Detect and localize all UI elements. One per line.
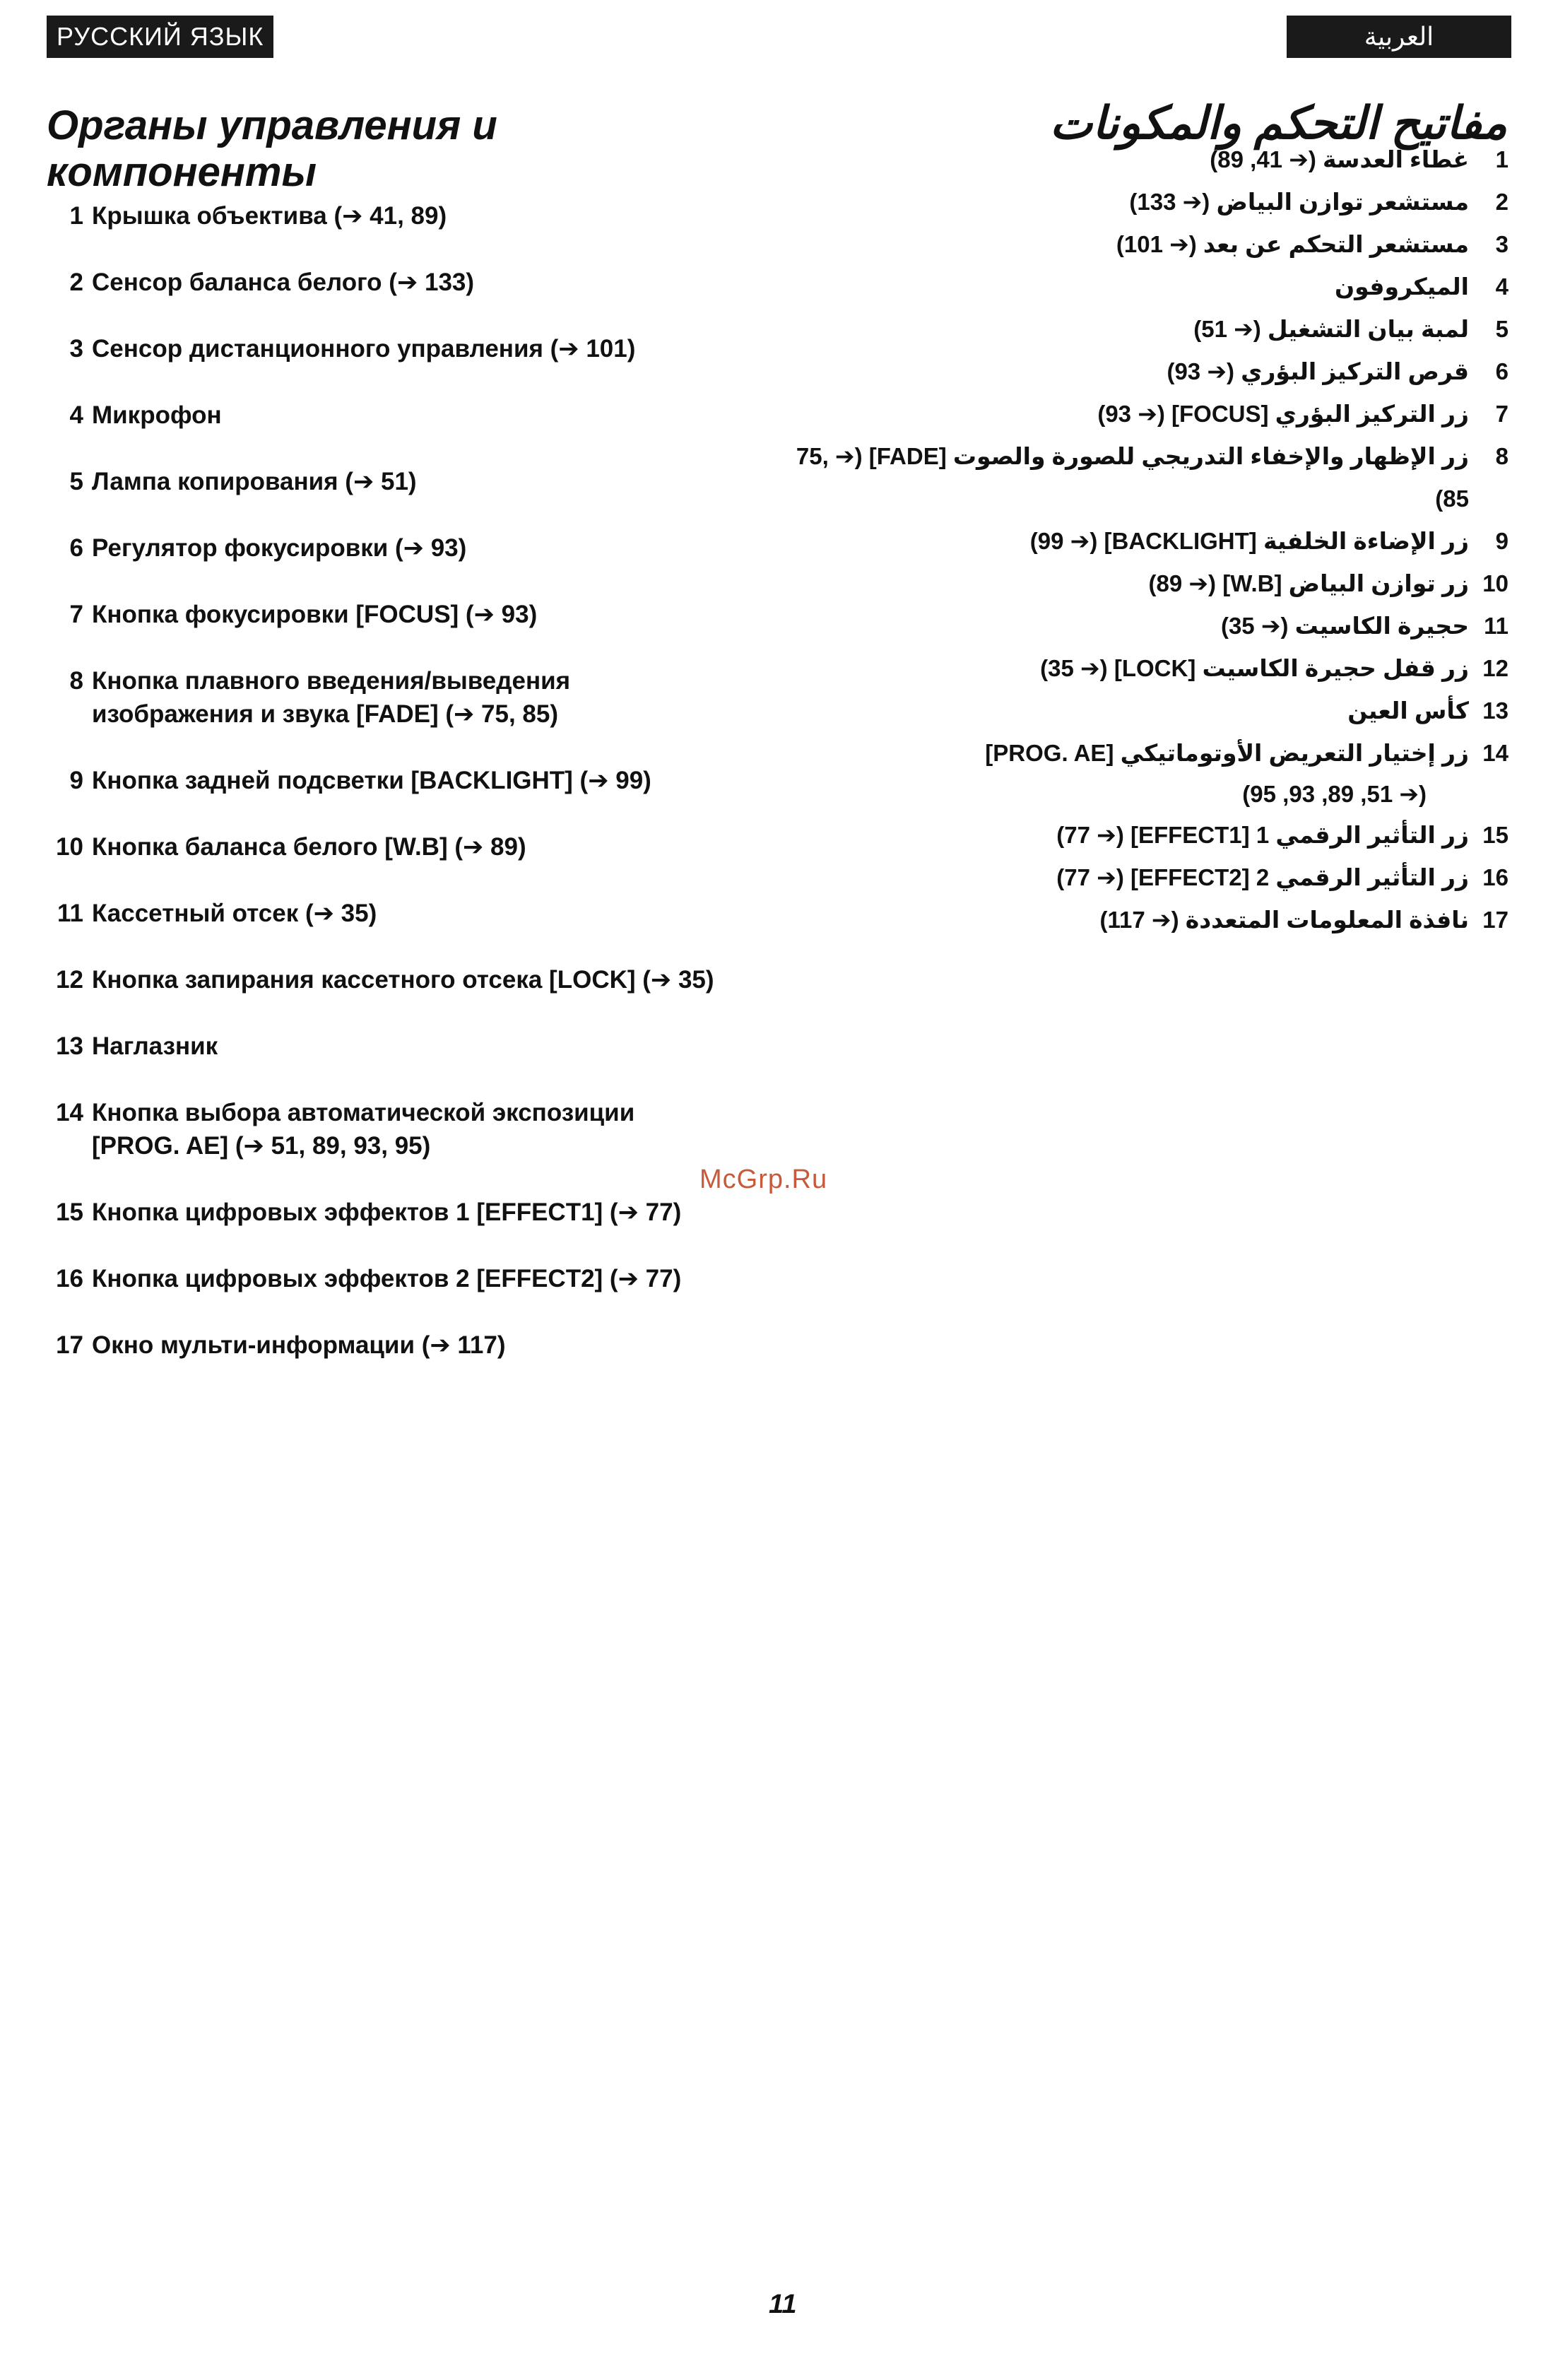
item-label: زر الإظهار والإخفاء التدريجي للصورة والصوت [FADE] (➔ 75, 85) xyxy=(796,443,1469,512)
item-text xyxy=(767,899,1469,941)
item-number: 7 xyxy=(69,601,83,628)
item-text xyxy=(92,1329,721,1362)
list-item xyxy=(767,690,1508,732)
item-text xyxy=(92,332,721,365)
item-number: 14 xyxy=(56,1099,83,1126)
item-text xyxy=(767,223,1469,266)
item-label: Регулятор фокусировки (➔ 93) xyxy=(92,534,467,562)
list-item xyxy=(42,830,721,864)
item-number: 2 xyxy=(1495,189,1508,215)
item-label: زر الإضاءة الخلفية [BACKLIGHT] (➔ 99) xyxy=(1029,528,1469,554)
list-item xyxy=(767,266,1508,308)
list-item xyxy=(42,1096,721,1162)
list-item xyxy=(767,393,1508,435)
item-number: 11 xyxy=(1484,613,1508,639)
list-item xyxy=(42,1262,721,1295)
item-label: نافذة المعلومات المتعددة (➔ 117) xyxy=(1099,907,1469,933)
list-item xyxy=(767,732,1508,814)
item-number: 15 xyxy=(56,1198,83,1226)
watermark: McGrp.Ru xyxy=(699,1165,828,1194)
item-number: 6 xyxy=(1495,358,1508,384)
item-number: 13 xyxy=(56,1032,83,1060)
russian-section-title: Органы управления и компоненты xyxy=(47,102,497,195)
item-number: 3 xyxy=(69,335,83,363)
list-item xyxy=(42,199,721,232)
item-number: 1 xyxy=(1495,146,1508,172)
item-label: Сенсор баланса белого (➔ 133) xyxy=(92,269,475,296)
item-text xyxy=(92,1262,721,1295)
item-number: 2 xyxy=(69,269,83,296)
list-item xyxy=(42,1030,721,1063)
item-text xyxy=(767,814,1469,856)
item-text xyxy=(92,531,721,565)
list-item xyxy=(42,1329,721,1362)
item-text xyxy=(92,199,721,232)
list-item xyxy=(767,647,1508,690)
list-item xyxy=(42,332,721,365)
list-item xyxy=(767,435,1508,520)
item-label: Окно мульти-информации (➔ 117) xyxy=(92,1331,506,1359)
item-text xyxy=(767,647,1469,690)
language-tab-russian: РУССКИЙ ЯЗЫК xyxy=(47,16,273,58)
item-number: 17 xyxy=(1482,907,1508,933)
item-label: Сенсор дистанционного управления (➔ 101) xyxy=(92,335,636,363)
item-label: زر قفل حجيرة الكاسيت [LOCK] (➔ 35) xyxy=(1040,655,1469,681)
item-number: 12 xyxy=(1482,655,1508,681)
item-text xyxy=(767,308,1469,350)
item-label: Кнопка запирания кассетного отсека [LOCK] (➔ 35) xyxy=(92,966,714,994)
item-text xyxy=(92,830,721,864)
item-label: لمبة بيان التشغيل (➔ 51) xyxy=(1193,316,1469,342)
item-number: 16 xyxy=(1482,864,1508,890)
list-item xyxy=(42,266,721,299)
item-text xyxy=(92,465,721,498)
item-label: كأس العين xyxy=(1347,697,1469,724)
item-label: Кнопка задней подсветки [BACKLIGHT] (➔ 99) xyxy=(92,767,651,794)
item-page-refs: (➔ 51, 89, 93, 95) xyxy=(1242,781,1427,807)
item-label: حجيرة الكاسيت (➔ 35) xyxy=(1220,613,1469,639)
list-item xyxy=(767,562,1508,605)
item-text xyxy=(767,732,1469,814)
list-item xyxy=(767,899,1508,941)
item-text xyxy=(92,764,721,797)
item-label: زر التركيز البؤري [FOCUS] (➔ 93) xyxy=(1097,401,1469,427)
item-number: 5 xyxy=(69,468,83,495)
item-label: مستشعر التحكم عن بعد (➔ 101) xyxy=(1116,231,1469,257)
list-item xyxy=(767,181,1508,223)
item-label: زر إختيار التعريض الأوتوماتيكي [PROG. AE] xyxy=(985,740,1469,766)
list-item xyxy=(42,531,721,565)
list-item xyxy=(767,605,1508,647)
arabic-component-list xyxy=(767,139,1508,941)
list-item xyxy=(42,1196,721,1229)
item-number: 8 xyxy=(69,667,83,695)
item-label: Кнопка фокусировки [FOCUS] (➔ 93) xyxy=(92,601,538,628)
list-item xyxy=(767,350,1508,393)
item-text xyxy=(767,562,1469,605)
item-text xyxy=(767,393,1469,435)
item-text xyxy=(767,690,1469,732)
item-text xyxy=(92,1196,721,1229)
item-text xyxy=(92,897,721,930)
item-label: Кнопка цифровых эффектов 2 [EFFECT2] (➔ 77) xyxy=(92,1265,682,1292)
item-number: 9 xyxy=(1495,528,1508,554)
list-item xyxy=(42,598,721,631)
item-number: 5 xyxy=(1495,316,1508,342)
item-label: Кнопка выбора автоматической экспозиции [PROG. AE] (➔ 51, 89, 93, 95) xyxy=(92,1099,635,1160)
item-number: 4 xyxy=(69,401,83,429)
list-item xyxy=(767,520,1508,562)
item-text xyxy=(767,350,1469,393)
item-text xyxy=(767,266,1469,308)
item-number: 1 xyxy=(69,202,83,230)
item-label: الميكروفون xyxy=(1335,273,1469,300)
item-label: Кнопка баланса белого [W.B] (➔ 89) xyxy=(92,833,526,861)
item-label: Кнопка плавного введения/выведения изображения и звука [FADE] (➔ 75, 85) xyxy=(92,667,571,728)
item-number: 4 xyxy=(1495,273,1508,300)
item-number: 8 xyxy=(1495,443,1508,469)
list-item xyxy=(767,223,1508,266)
item-label: مستشعر توازن البياض (➔ 133) xyxy=(1129,189,1469,215)
list-item xyxy=(42,664,721,731)
list-item xyxy=(42,764,721,797)
item-text xyxy=(767,605,1469,647)
list-item xyxy=(767,814,1508,856)
item-number: 10 xyxy=(56,833,83,861)
item-text xyxy=(92,1096,721,1162)
item-number: 13 xyxy=(1482,697,1508,724)
item-text xyxy=(92,963,721,996)
list-item xyxy=(767,856,1508,899)
page-number: 11 xyxy=(769,2290,797,2319)
item-number: 10 xyxy=(1482,570,1508,596)
item-text xyxy=(92,399,721,432)
list-item xyxy=(42,465,721,498)
item-text xyxy=(767,139,1469,181)
list-item xyxy=(42,963,721,996)
item-label: غطاء العدسة (➔ 41, 89) xyxy=(1210,146,1469,172)
item-label: زر توازن البياض [W.B] (➔ 89) xyxy=(1148,570,1469,596)
item-label: Наглазник xyxy=(92,1032,218,1060)
item-text xyxy=(767,520,1469,562)
item-text xyxy=(767,435,1469,520)
item-number: 7 xyxy=(1495,401,1508,427)
item-number: 3 xyxy=(1495,231,1508,257)
item-number: 12 xyxy=(56,966,83,994)
item-label: زر التأثير الرقمي 2 [EFFECT2] (➔ 77) xyxy=(1056,864,1469,890)
item-text xyxy=(92,266,721,299)
item-number: 9 xyxy=(69,767,83,794)
item-label: Кассетный отсек (➔ 35) xyxy=(92,900,377,927)
arabic-section-title: مفاتيح التحكم والمكونات xyxy=(1049,97,1507,148)
item-number: 15 xyxy=(1482,822,1508,848)
item-text xyxy=(92,1030,721,1063)
item-label: Крышка объектива (➔ 41, 89) xyxy=(92,202,447,230)
item-label: Лампа копирования (➔ 51) xyxy=(92,468,417,495)
russian-component-list xyxy=(42,199,721,1395)
item-number: 17 xyxy=(56,1331,83,1359)
item-number: 6 xyxy=(69,534,83,562)
list-item xyxy=(767,308,1508,350)
item-label: قرص التركيز البؤري (➔ 93) xyxy=(1167,358,1469,384)
language-tab-arabic: العربية xyxy=(1287,16,1511,58)
item-number: 16 xyxy=(56,1265,83,1292)
item-text xyxy=(92,664,721,731)
item-text xyxy=(92,598,721,631)
item-number: 14 xyxy=(1482,740,1508,766)
list-item xyxy=(42,897,721,930)
item-label: Кнопка цифровых эффектов 1 [EFFECT1] (➔ 77) xyxy=(92,1198,682,1226)
item-text xyxy=(767,181,1469,223)
item-label: زر التأثير الرقمي 1 [EFFECT1] (➔ 77) xyxy=(1056,822,1469,848)
list-item xyxy=(767,139,1508,181)
item-text xyxy=(767,856,1469,899)
list-item xyxy=(42,399,721,432)
item-number: 11 xyxy=(57,900,83,927)
item-label: Микрофон xyxy=(92,401,222,429)
